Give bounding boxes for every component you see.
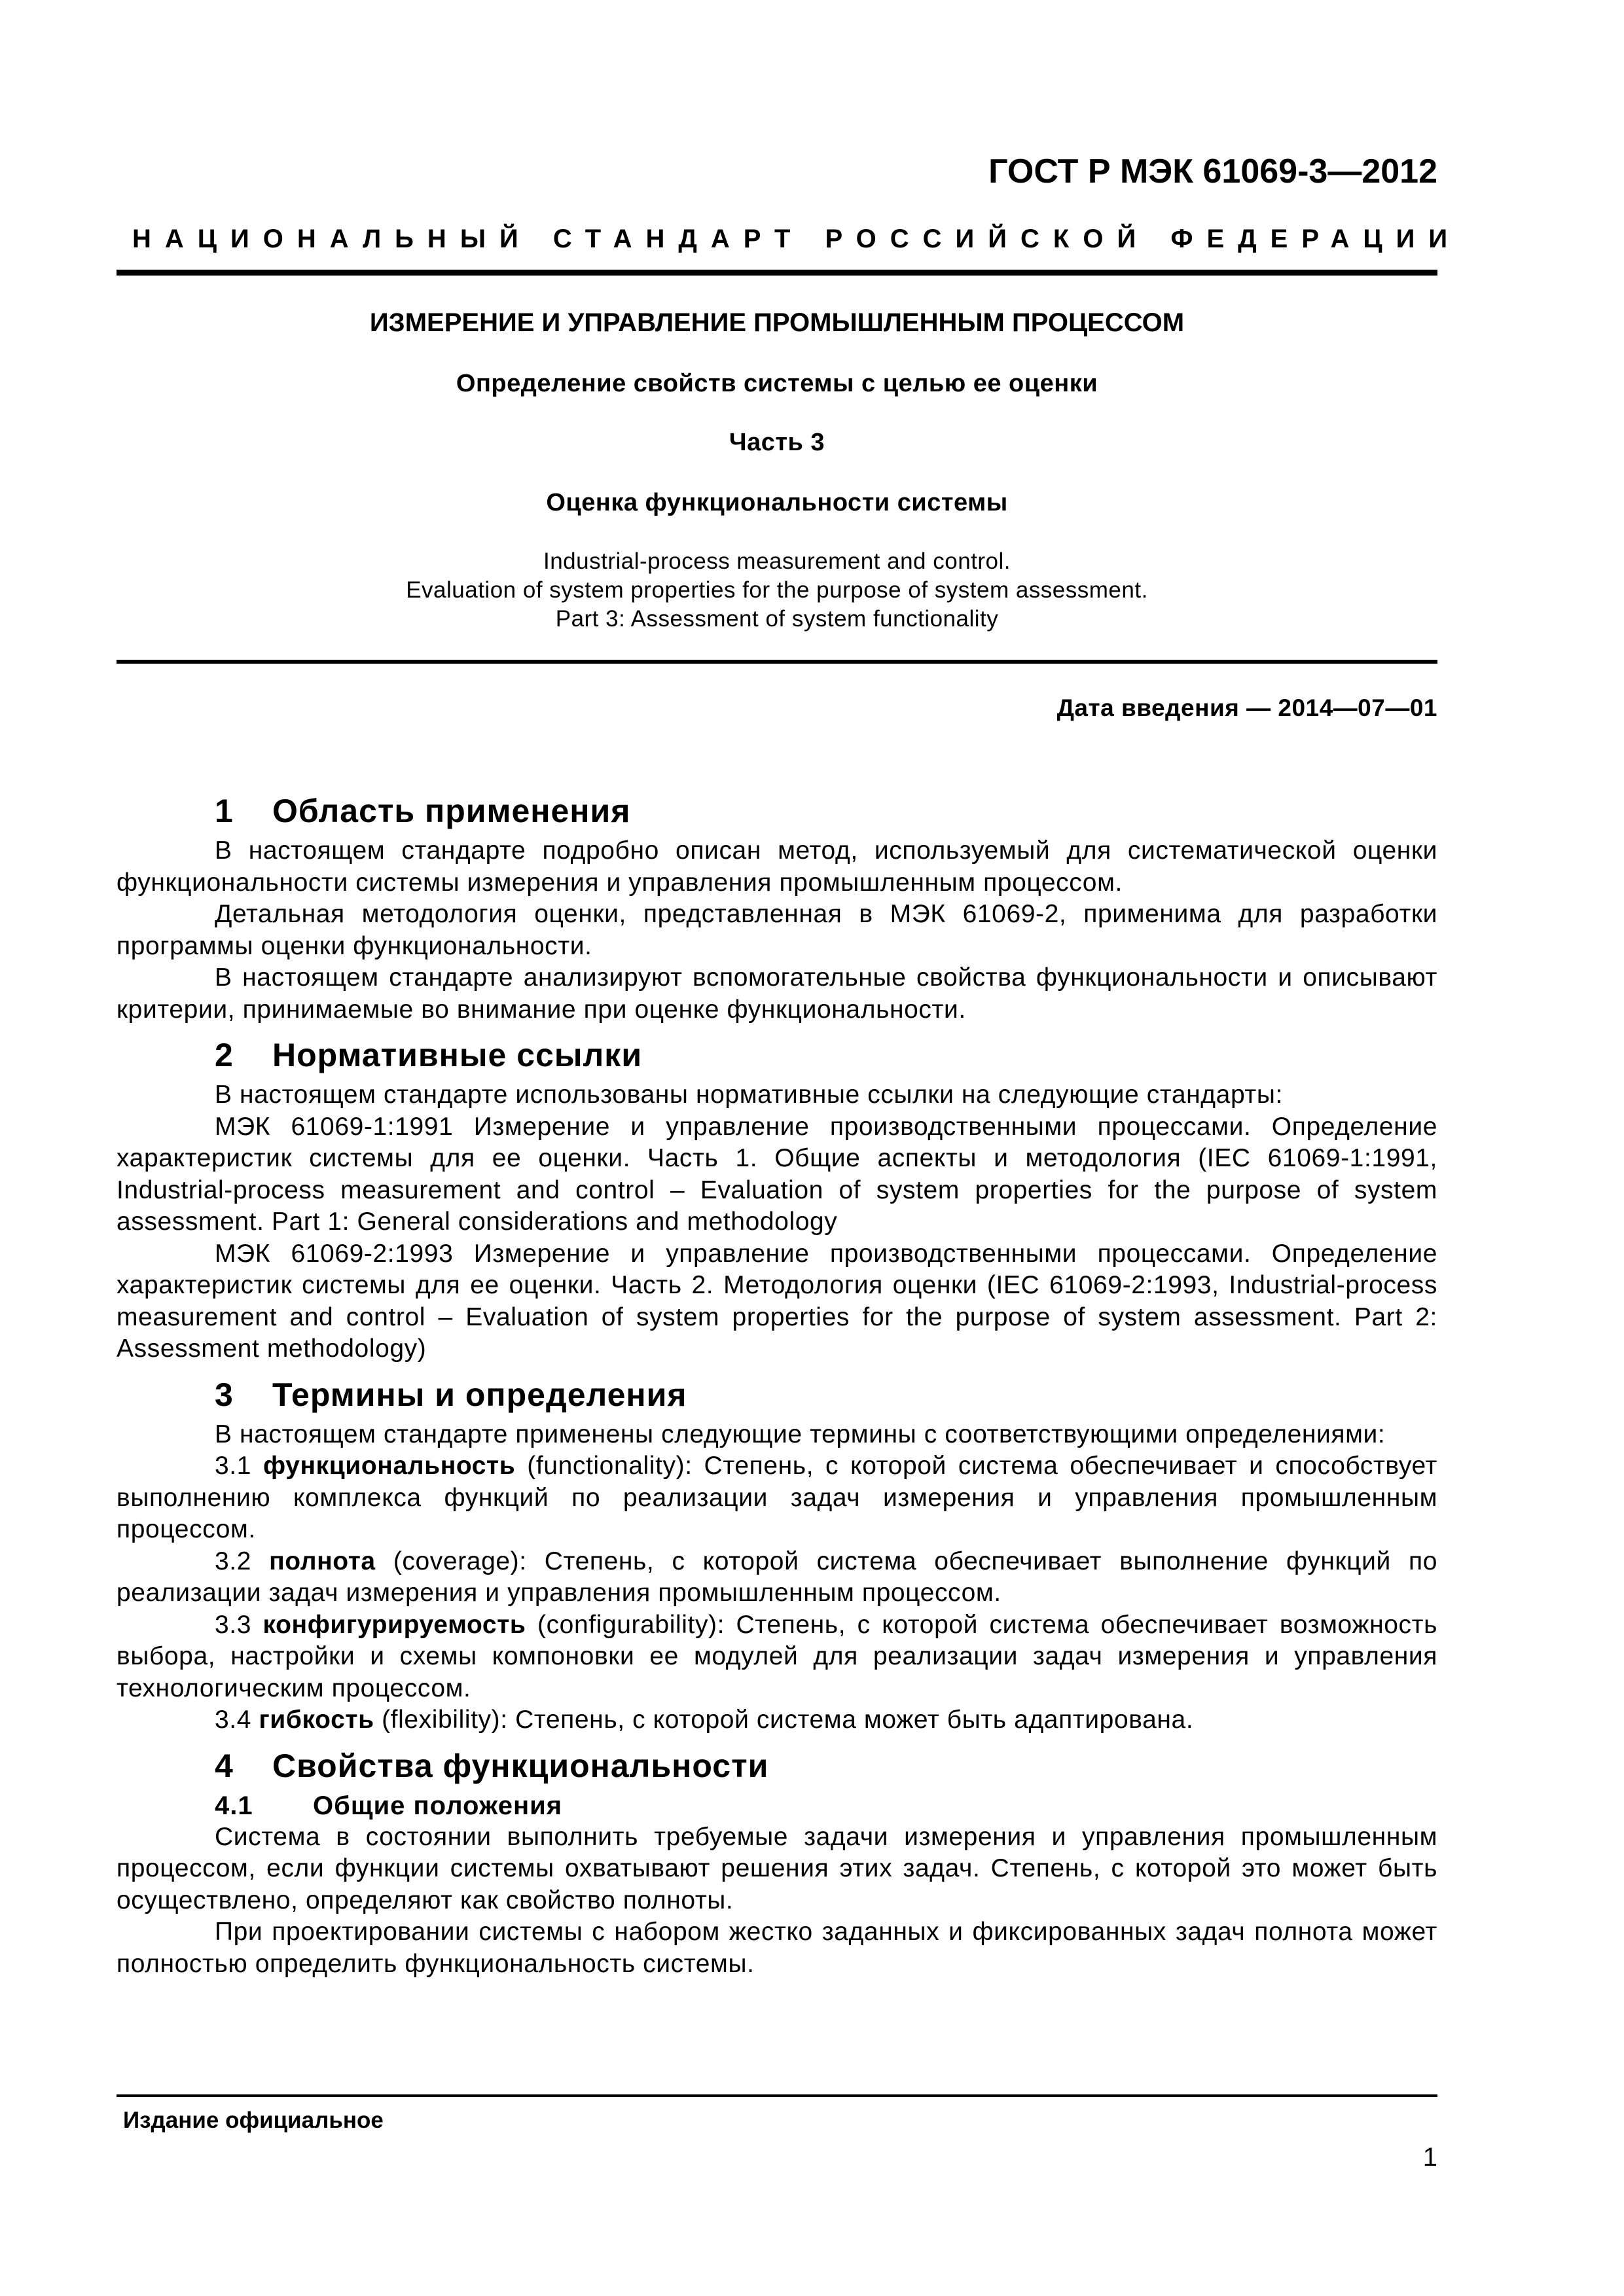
term-name: функциональность	[262, 1452, 516, 1480]
header-rule	[117, 270, 1437, 276]
section-heading-3	[117, 1374, 1437, 1415]
title-rule	[117, 660, 1437, 664]
term-definition	[117, 1704, 1437, 1736]
paragraph: В настоящем стандарте подробно описан метод, используемый для систематической оценки функциональности системы измерения и управления промышленным процессом.	[117, 836, 1437, 897]
english-title-line: Part 3: Assessment of system functionality	[555, 606, 999, 632]
standard-title: ИЗМЕРЕНИЕ И УПРАВЛЕНИЕ ПРОМЫШЛЕННЫМ ПРОЦЕССОМ	[369, 308, 1185, 337]
english-title-line: Industrial-process measurement and control.	[543, 548, 1011, 574]
term-name: гибкость	[259, 1706, 374, 1734]
introduction-date: Дата введения — 2014—07—01	[1056, 694, 1437, 721]
term-text: (coverage): Степень, с которой система обеспечивает выполнение функций по реализации задач измерения и управления промышленным процессом.	[117, 1547, 1437, 1607]
term-text: (functionality): Степень, с которой система обеспечивает и способствует выполнению комплекса функций по реализации задач измерения и управления промышленным процессом.	[117, 1452, 1438, 1543]
document-page	[117, 0, 1462, 2296]
term-definition	[117, 1450, 1437, 1546]
paragraph: В настоящем стандарте использованы нормативные ссылки на следующие стандарты:	[215, 1081, 1283, 1109]
standard-part-name: Оценка функциональности системы	[546, 489, 1008, 516]
reference-entry: МЭК 61069-2:1993 Измерение и управление производственными процессами. Определение характеристик системы для ее оценки. Часть 2. Методология оценки (IEC 61069-2:1993, Industrial-process measurement and control – Evaluation of system properties for the purpose of system assessment. Part 2: Assessment methodology)	[117, 1239, 1437, 1363]
term-text: (flexibility): Степень, с которой система может быть адаптирована.	[382, 1706, 1194, 1734]
section-title: Область применения	[272, 793, 631, 829]
english-title-line: Evaluation of system properties for the purpose of system assessment.	[406, 577, 1148, 603]
term-definition	[117, 1546, 1437, 1609]
term-name: полнота	[269, 1547, 376, 1575]
section-number: 1	[215, 793, 234, 829]
section-title: Нормативные ссылки	[272, 1037, 643, 1073]
subsection-heading	[117, 1790, 1437, 1821]
paragraph: Детальная методология оценки, представленная в МЭК 61069-2, применима для разработки программы оценки функциональности.	[117, 900, 1437, 960]
subsection-title: Общие положения	[313, 1791, 563, 1820]
term-number: 3.1	[215, 1452, 252, 1480]
section-title: Свойства функциональности	[272, 1747, 769, 1784]
section-number: 2	[215, 1037, 234, 1073]
section-number: 4	[215, 1747, 234, 1784]
national-standard-banner: НАЦИОНАЛЬНЫЙ СТАНДАРТ РОССИЙСКОЙ ФЕДЕРАЦИИ	[132, 224, 1462, 253]
section-title: Термины и определения	[272, 1376, 687, 1413]
reference-entry: МЭК 61069-1:1991 Измерение и управление производственными процессами. Определение характеристик системы для ее оценки. Часть 1. Общие аспекты и методология (IEC 61069-1:1991, Industrial-process measurement and control – Evaluation of system properties for the purpose of system assessment. Part 1: General considerations and methodology	[117, 1112, 1437, 1236]
term-number: 3.3	[215, 1610, 252, 1639]
section-heading-2	[117, 1035, 1437, 1075]
english-title	[117, 547, 1437, 634]
term-number: 3.4	[215, 1706, 252, 1734]
section-heading-1	[117, 791, 1437, 831]
document-code: ГОСТ Р МЭК 61069-3—2012	[988, 152, 1437, 190]
page-number: 1	[1422, 2143, 1437, 2172]
standard-part: Часть 3	[729, 429, 825, 456]
section-heading-4	[117, 1746, 1437, 1786]
term-name: конфигурируемость	[262, 1610, 526, 1639]
term-number: 3.2	[215, 1547, 252, 1575]
standard-subtitle: Определение свойств системы с целью ее оценки	[456, 370, 1098, 397]
subsection-number: 4.1	[215, 1791, 253, 1820]
paragraph: Система в состоянии выполнить требуемые задачи измерения и управления промышленным процессом, если функции системы охватывают решения этих задач. Степень, с которой это может быть осуществлено, определяют как свойство полноты.	[117, 1822, 1437, 1914]
footer-rule	[117, 2094, 1437, 2097]
document-body	[117, 791, 1437, 1980]
edition-label: Издание официальное	[123, 2108, 384, 2133]
paragraph: В настоящем стандарте анализируют вспомогательные свойства функциональности и описывают критерии, принимаемые во внимание при оценке функциональности.	[117, 963, 1437, 1024]
paragraph: При проектировании системы с набором жестко заданных и фиксированных задач полнота может полностью определить функциональность системы.	[117, 1918, 1437, 1978]
term-definition	[117, 1609, 1437, 1705]
term-text: (configurability): Степень, с которой система обеспечивает возможность выбора, настройки и схемы компоновки ее модулей для реализации задач измерения и управления технологическим процессом.	[117, 1610, 1438, 1702]
paragraph: В настоящем стандарте применены следующие термины с соответствующими определениями:	[215, 1420, 1386, 1448]
section-number: 3	[215, 1376, 234, 1413]
